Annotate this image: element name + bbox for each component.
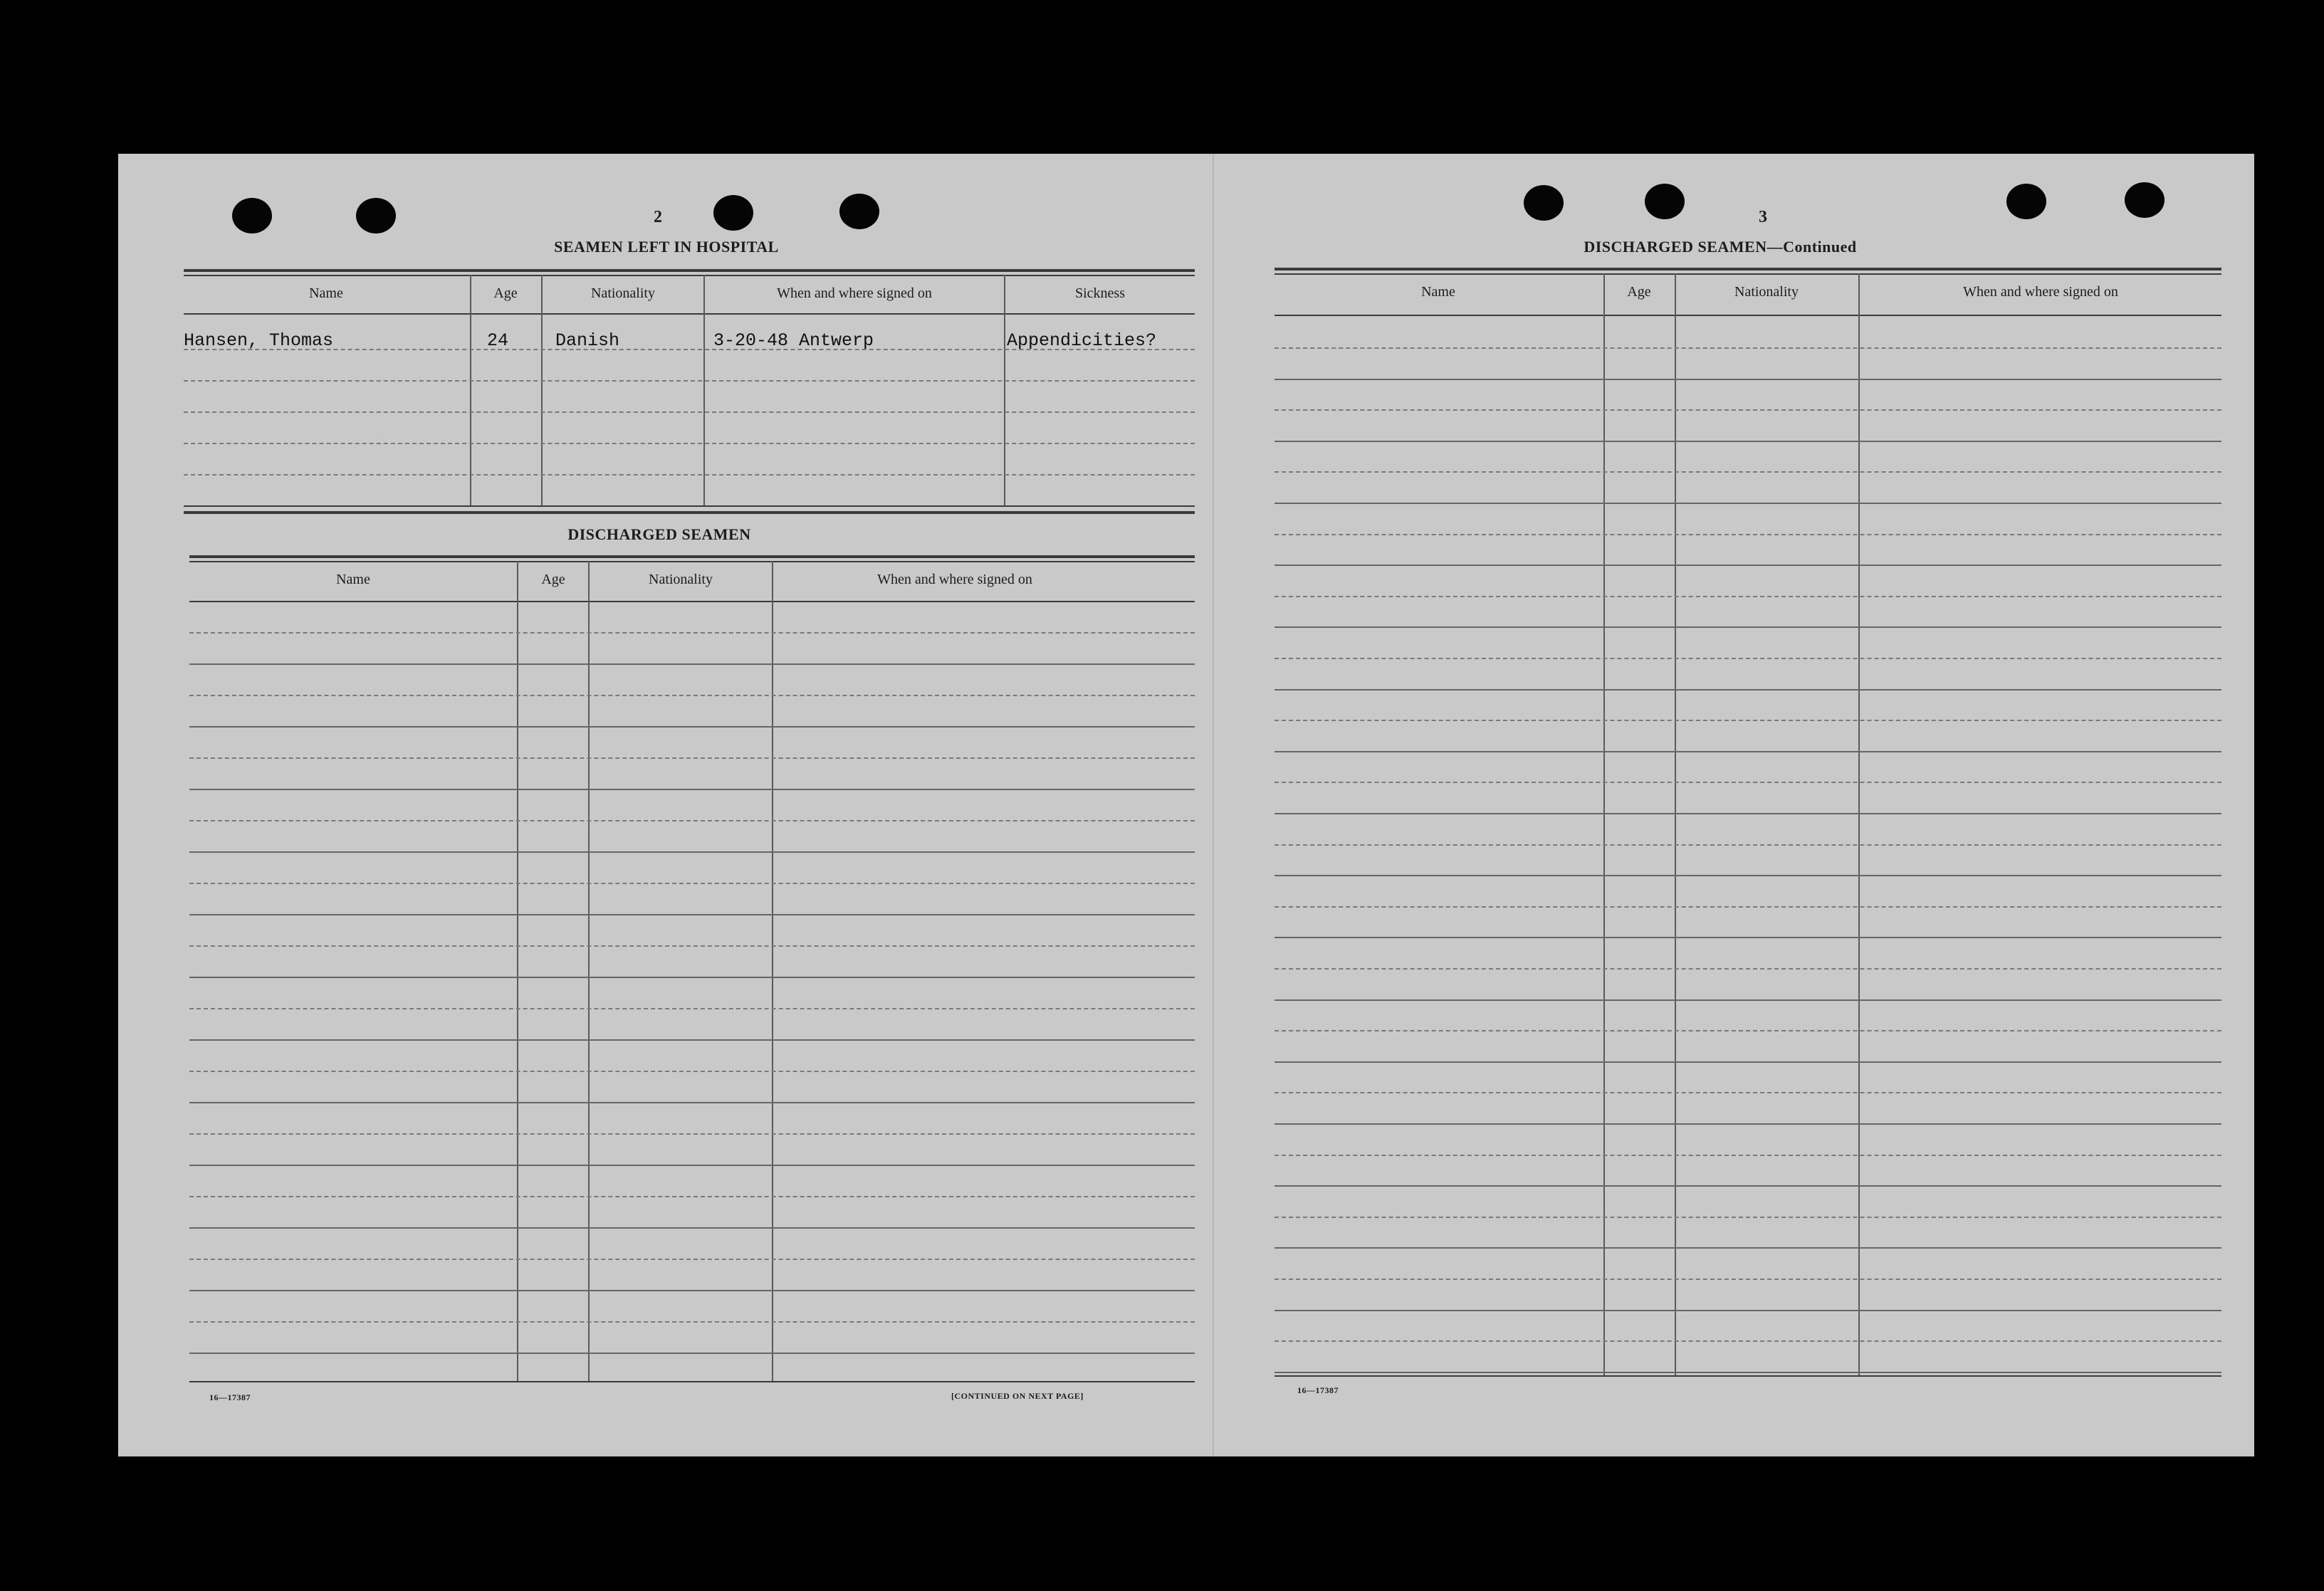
form-row-line	[1274, 1217, 2221, 1218]
column-header: Nationality	[1734, 284, 1799, 300]
punch-hole	[2006, 184, 2046, 219]
form-number: 16—17387	[1297, 1385, 1339, 1395]
form-row-line	[189, 789, 1195, 790]
form-row-line	[189, 757, 1195, 759]
form-row-line	[1274, 813, 2221, 814]
column-header: Sickness	[1075, 285, 1125, 301]
continued-note: [CONTINUED ON NEXT PAGE]	[951, 1391, 1084, 1401]
form-row-line	[189, 977, 1195, 978]
page-fold	[1213, 154, 1214, 1456]
punch-hole	[2125, 182, 2165, 218]
form-row-line	[1274, 875, 2221, 876]
form-row-line	[189, 1165, 1195, 1166]
form-row-line	[189, 663, 1195, 665]
form-row-line	[189, 851, 1195, 853]
form-row-line	[1274, 1155, 2221, 1156]
form-row-line	[1274, 1340, 2221, 1342]
document-sheet	[118, 154, 2254, 1456]
form-row-line	[1274, 844, 2221, 846]
form-row-line	[1274, 1061, 2221, 1063]
form-row-line	[1274, 1123, 2221, 1125]
form-row-line	[1274, 1278, 2221, 1280]
form-row-line	[1274, 347, 2221, 349]
form-row-line	[1274, 626, 2221, 628]
form-row-line	[1274, 720, 2221, 721]
form-row-line	[1274, 751, 2221, 752]
column-header: When and where signed on	[1963, 284, 2118, 300]
form-row-line	[1274, 471, 2221, 473]
form-row-line	[1274, 565, 2221, 566]
punch-hole	[232, 198, 272, 233]
form-row-line	[189, 1353, 1195, 1354]
page-number: 3	[1759, 208, 1767, 226]
form-row-line	[1274, 782, 2221, 783]
hospital-entry-sickness: Appendicities?	[1007, 330, 1157, 351]
form-row-line	[1274, 596, 2221, 597]
form-row-line	[189, 1227, 1195, 1229]
form-row-line	[189, 632, 1195, 634]
discharged-section-title: DISCHARGED SEAMEN	[567, 525, 751, 543]
form-row-line	[189, 695, 1195, 696]
discharged-continued-title: DISCHARGED SEAMEN—Continued	[1584, 238, 1857, 256]
form-row-line	[1274, 409, 2221, 411]
column-header: Name	[1421, 284, 1455, 300]
form-row-line	[1274, 689, 2221, 691]
form-row-line	[1274, 968, 2221, 970]
punch-hole	[1524, 185, 1564, 221]
hospital-section-title: SEAMEN LEFT IN HOSPITAL	[554, 238, 779, 256]
form-row-line	[1274, 534, 2221, 535]
column-header: Name	[336, 572, 370, 587]
form-row-line	[189, 945, 1195, 947]
form-row-line	[189, 883, 1195, 884]
form-row-line	[1274, 937, 2221, 938]
form-row-line	[189, 1290, 1195, 1291]
form-row-line	[1274, 441, 2221, 442]
form-row-line	[1274, 1372, 2221, 1373]
form-row-line	[1274, 1310, 2221, 1311]
page-number: 2	[654, 208, 662, 226]
form-row-line	[189, 1102, 1195, 1103]
form-row-line	[1274, 999, 2221, 1001]
form-row-line	[1274, 503, 2221, 504]
form-row-line	[189, 1008, 1195, 1009]
form-row-line	[189, 1133, 1195, 1135]
hospital-entry-signed-on: 3-20-48 Antwerp	[713, 330, 874, 351]
column-header: Age	[1627, 284, 1651, 300]
hospital-entry-age: 24	[487, 330, 509, 351]
punch-hole	[356, 198, 396, 233]
form-row-line	[189, 1039, 1195, 1041]
form-row-line	[189, 1196, 1195, 1197]
form-row-line	[189, 820, 1195, 821]
column-header: Name	[309, 285, 343, 301]
column-header: Age	[541, 572, 565, 587]
form-number: 16—17387	[209, 1392, 251, 1402]
form-row-line	[1274, 1247, 2221, 1249]
form-row-line	[1274, 379, 2221, 380]
form-row-line	[189, 914, 1195, 915]
column-header: Nationality	[591, 285, 655, 301]
form-row-line	[1274, 1030, 2221, 1031]
form-row-line	[1274, 906, 2221, 908]
form-row-line	[189, 1321, 1195, 1323]
form-row-line	[189, 726, 1195, 728]
punch-hole	[1645, 184, 1685, 219]
column-header: When and where signed on	[877, 572, 1032, 587]
form-row-line	[1274, 1185, 2221, 1187]
form-row-line	[189, 1071, 1195, 1072]
hospital-entry-nationality: Danish	[555, 330, 620, 351]
form-row-line	[1274, 1092, 2221, 1093]
form-row-line	[189, 1259, 1195, 1260]
hospital-top-rule	[184, 269, 1195, 272]
column-header: Age	[493, 285, 518, 301]
form-row-line	[1274, 658, 2221, 659]
hospital-entry-name: Hansen, Thomas	[184, 330, 334, 351]
column-header: Nationality	[649, 572, 713, 587]
punch-hole	[839, 194, 879, 229]
column-header: When and where signed on	[777, 285, 932, 301]
punch-hole	[713, 195, 753, 231]
